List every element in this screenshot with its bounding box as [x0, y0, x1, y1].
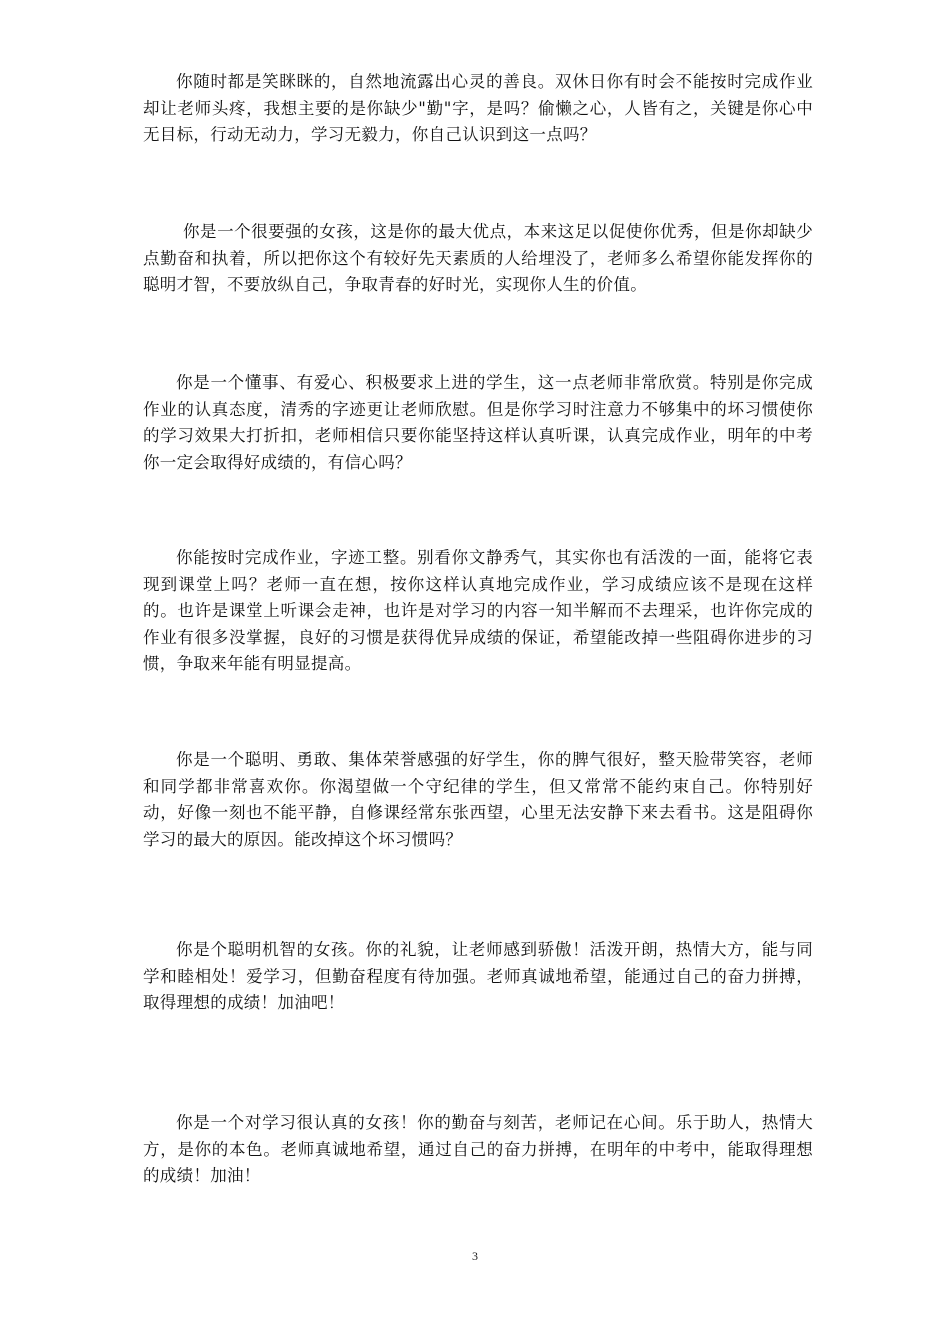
- page-number: 3: [472, 1249, 478, 1263]
- comment-paragraph-5: 你是一个聪明、勇敢、集体荣誉感强的好学生，你的脾气很好，整天脸带笑容，老师和同学都非常喜欢你。你渴望做一个守纪律的学生，但又常常不能约束自己。你特别好动，好像一刻也不能平静，自修课经常东张西望，心里无法安静下来去看书。这是阻碍你学习的最大的原因。能改掉这个坏习惯吗？: [143, 750, 813, 849]
- comment-paragraph-7: 你是一个对学习很认真的女孩！你的勤奋与刻苦，老师记在心间。乐于助人，热情大方，是你的本色。老师真诚地希望，通过自己的奋力拼搏，在明年的中考中，能取得理想的成绩！加油！: [143, 1113, 813, 1185]
- comment-paragraph-1: 你随时都是笑眯眯的，自然地流露出心灵的善良。双休日你有时会不能按时完成作业却让老师头疼，我想主要的是你缺少"勤"字，是吗？偷懒之心，人皆有之，关键是你心中无目标，行动无动力，学习无毅力，你自己认识到这一点吗？: [143, 72, 813, 144]
- comment-paragraph-6: 你是个聪明机智的女孩。你的礼貌，让老师感到骄傲！活泼开朗，热情大方，能与同学和睦相处！爱学习，但勤奋程度有待加强。老师真诚地希望，能通过自己的奋力拼搏，取得理想的成绩！加油吧！: [143, 940, 813, 1012]
- comment-paragraph-2: 你是一个很要强的女孩，这是你的最大优点，本来这足以促使你优秀，但是你却缺少点勤奋和执着，所以把你这个有较好先天素质的人给埋没了，老师多么希望你能发挥你的聪明才智，不要放纵自己，争取青春的好时光，实现你人生的价值。: [143, 222, 813, 294]
- comment-paragraph-4: 你能按时完成作业，字迹工整。别看你文静秀气，其实你也有活泼的一面，能将它表现到课堂上吗？老师一直在想，按你这样认真地完成作业，学习成绩应该不是现在这样的。也许是课堂上听课会走神，也许是对学习的内容一知半解而不去理采，也许你完成的作业有很多没掌握，良好的习惯是获得优异成绩的保证，希望能改掉一些阻碍你进步的习惯，争取来年能有明显提高。: [143, 548, 813, 673]
- comment-paragraph-3: 你是一个懂事、有爱心、积极要求上进的学生，这一点老师非常欣赏。特别是你完成作业的认真态度，清秀的字迹更让老师欣慰。但是你学习时注意力不够集中的坏习惯使你的学习效果大打折扣，老师相信只要你能坚持这样认真听课，认真完成作业，明年的中考你一定会取得好成绩的，有信心吗？: [143, 373, 813, 472]
